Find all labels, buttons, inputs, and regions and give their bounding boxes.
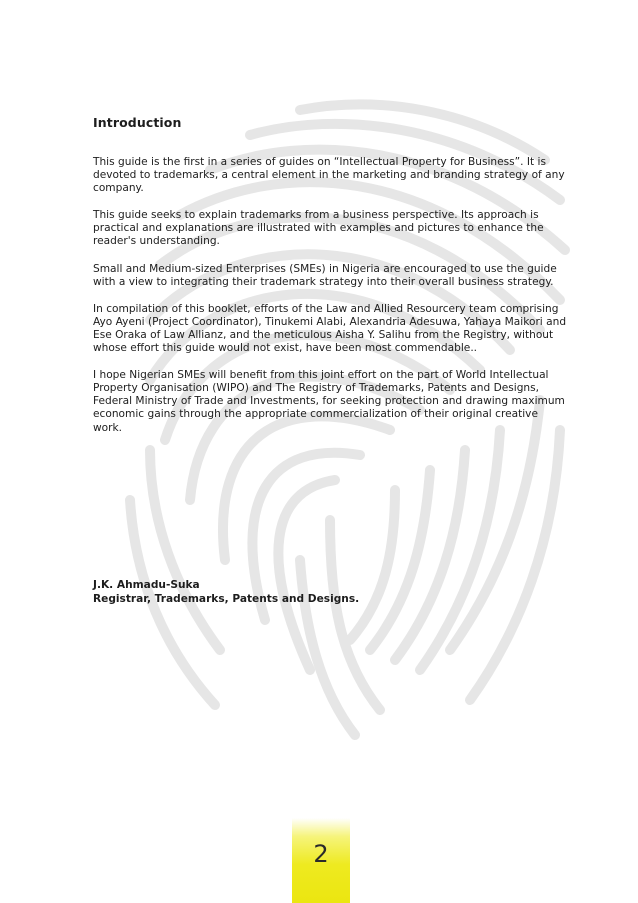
page-number-tab <box>292 818 350 903</box>
signatory-name: J.K. Ahmadu-Suka <box>93 579 200 591</box>
paragraph: This guide is the first in a series of guides on “Intellectual Property for Business”. It is devoted to trademarks, a central element in the marketing and branding strategy of any company. <box>93 156 565 195</box>
paragraph: Small and Medium-sized Enterprises (SMEs) in Nigeria are encouraged to use the guide with a view to integrating their trademark strategy into their overall business strategy. <box>93 262 557 288</box>
signature-block <box>93 578 359 606</box>
signatory-title: Registrar, Trademarks, Patents and Designs. <box>93 593 360 605</box>
document-body <box>93 115 568 449</box>
page-number: 2 <box>313 840 329 868</box>
paragraph: This guide seeks to explain trademarks from a business perspective. Its approach is practical and explanations are illustrated with examples and pictures to enhance the reader's understanding. <box>93 209 544 248</box>
page-heading: Introduction <box>93 115 182 130</box>
paragraph: I hope Nigerian SMEs will benefit from this joint effort on the part of World Intellectual Property Organisation (WIPO) and The Registry of Trademarks, Patents and Designs, Federal Ministry of Trade and Investments, for seeking protection and drawing maximum economic gains through the appropriate commercialization of their original creative work. <box>93 369 565 434</box>
paragraph: In compilation of this booklet, efforts of the Law and Allied Resourcery team comprising Ayo Ayeni (Project Coordinator), Tinukemi Alabi, Alexandria Adesuwa, Yahaya Maikori and Ese Oraka of Law Allianz, and the meticulous Aisha Y. Salihu from the Registry, without whose effort this guide would not exist, have been most commendable.. <box>93 302 567 355</box>
